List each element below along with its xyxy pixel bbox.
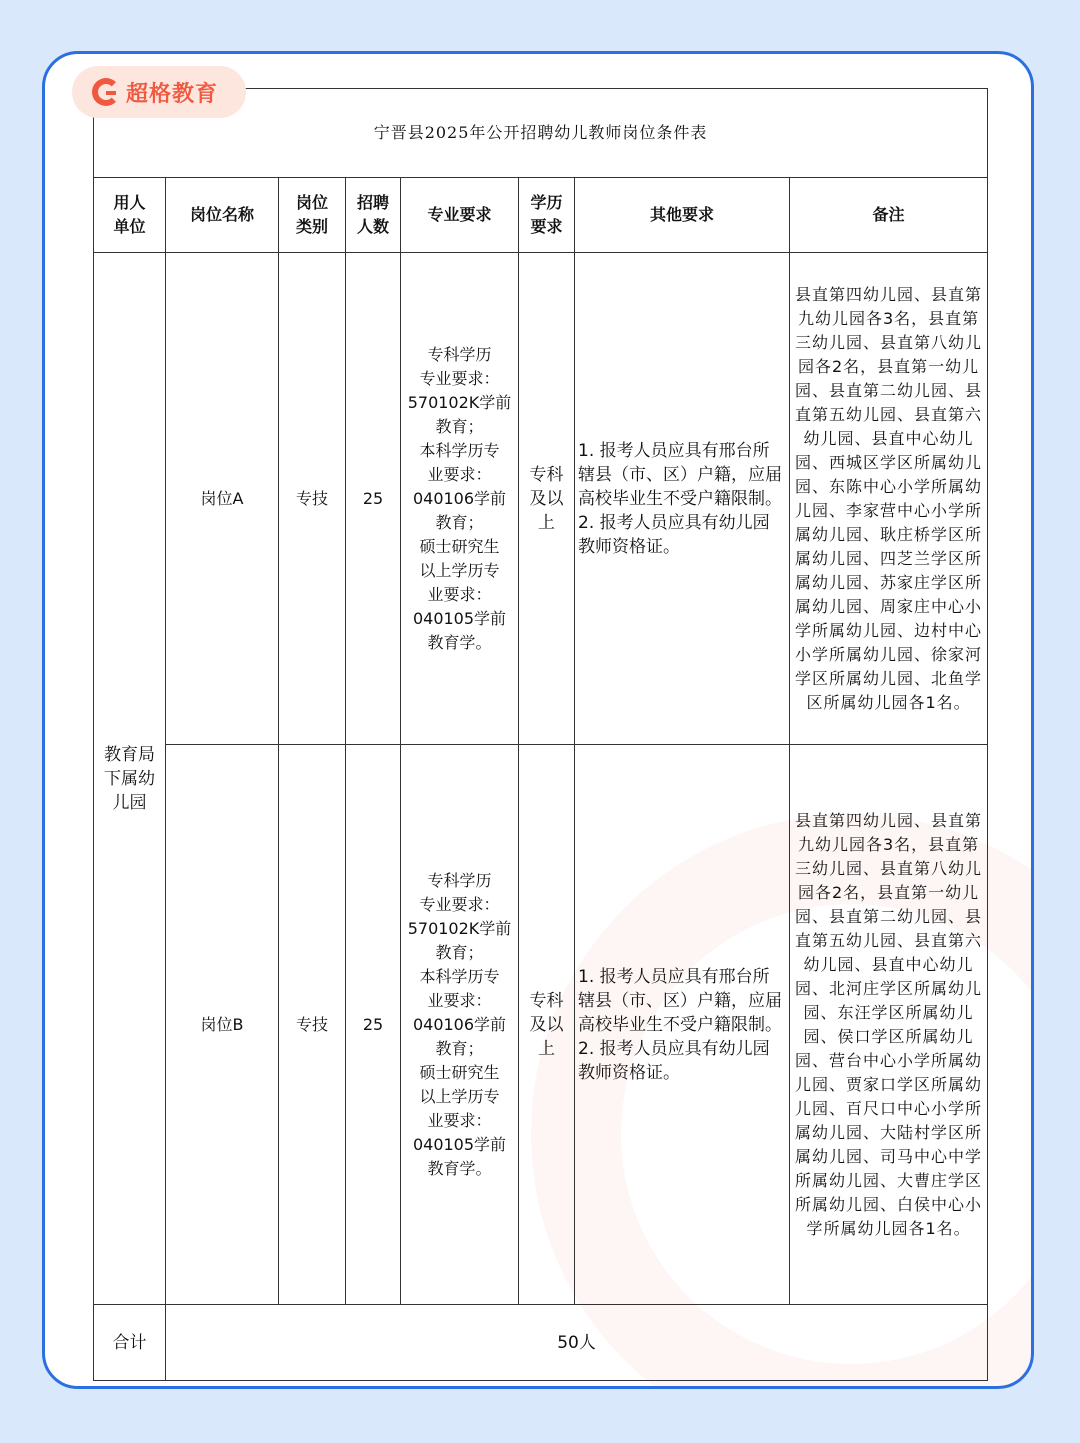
header-post-type: 岗位 类别 [279, 178, 346, 253]
page-title: 宁晋县2025年公开招聘幼儿教师岗位条件表 [94, 89, 988, 178]
count-cell: 25 [346, 253, 401, 745]
major-cell: 专科学历 专业要求： 570102K学前 教育； 本科学历专 业要求： 040106学前 教育； 硕士研究生 以上学历专 业要求： 040105学前 教育学。 [401, 253, 519, 745]
header-remark: 备注 [790, 178, 988, 253]
major-cell: 专科学历 专业要求： 570102K学前 教育； 本科学历专 业要求： 040106学前 教育； 硕士研究生 以上学历专 业要求： 040105学前 教育学。 [401, 745, 519, 1305]
post-name-cell: 岗位A [166, 253, 279, 745]
education-cell: 专科 及以 上 [519, 253, 575, 745]
total-value: 50人 [166, 1305, 988, 1381]
remark-cell: 县直第四幼儿园、县直第九幼儿园各3名，县直第三幼儿园、县直第八幼儿园各2名，县直第一幼儿园、县直第二幼儿园、县直第五幼儿园、县直第六幼儿园、县直中心幼儿园、西城区学区所属幼儿园、东陈中心小学所属幼儿园、李家营中心小学所属幼儿园、耿庄桥学区所属幼儿园、四芝兰学区所属幼儿园、苏家庄学区所属幼儿园、周家庄中心小学所属幼儿园、边村中心小学所属幼儿园、徐家河学区所属幼儿园、北鱼学区所属幼儿园各1名。 [790, 253, 988, 745]
total-label: 合计 [94, 1305, 166, 1381]
post-type-cell: 专技 [279, 745, 346, 1305]
header-major: 专业要求 [401, 178, 519, 253]
remark-cell: 县直第四幼儿园、县直第九幼儿园各3名，县直第三幼儿园、县直第八幼儿园各2名，县直第一幼儿园、县直第二幼儿园、县直第五幼儿园、县直第六幼儿园、县直中心幼儿园、北河庄学区所属幼儿园、东汪学区所属幼儿园、侯口学区所属幼儿园、营台中心小学所属幼儿园、贾家口学区所属幼儿园、百尺口中心小学所属幼儿园、大陆村学区所属幼儿园、司马中心中学所属幼儿园、大曹庄学区所属幼儿园、白侯中心小学所属幼儿园各1名。 [790, 745, 988, 1305]
post-name-cell: 岗位B [166, 745, 279, 1305]
header-post-name: 岗位名称 [166, 178, 279, 253]
count-cell: 25 [346, 745, 401, 1305]
table-row [94, 253, 988, 745]
table-header-row [94, 178, 988, 253]
unit-cell: 教育局 下属幼 儿园 [94, 253, 166, 1305]
education-cell: 专科 及以 上 [519, 745, 575, 1305]
brand-name: 超格教育 [126, 81, 219, 107]
other-requirements-cell: 1. 报考人员应具有邢台所辖县（市、区）户籍，应届高校毕业生不受户籍限制。2. 报考人员应具有幼儿园教师资格证。 [575, 745, 790, 1305]
other-requirements-cell: 1. 报考人员应具有邢台所辖县（市、区）户籍，应届高校毕业生不受户籍限制。2. 报考人员应具有幼儿园教师资格证。 [575, 253, 790, 745]
header-education: 学历 要求 [519, 178, 575, 253]
recruitment-table [93, 88, 988, 1381]
header-other: 其他要求 [575, 178, 790, 253]
brand-logo [72, 66, 246, 118]
logo-g-icon [92, 78, 120, 106]
header-unit: 用人 单位 [94, 178, 166, 253]
total-row [94, 1305, 988, 1381]
post-type-cell: 专技 [279, 253, 346, 745]
header-count: 招聘 人数 [346, 178, 401, 253]
table-row [94, 745, 988, 1305]
